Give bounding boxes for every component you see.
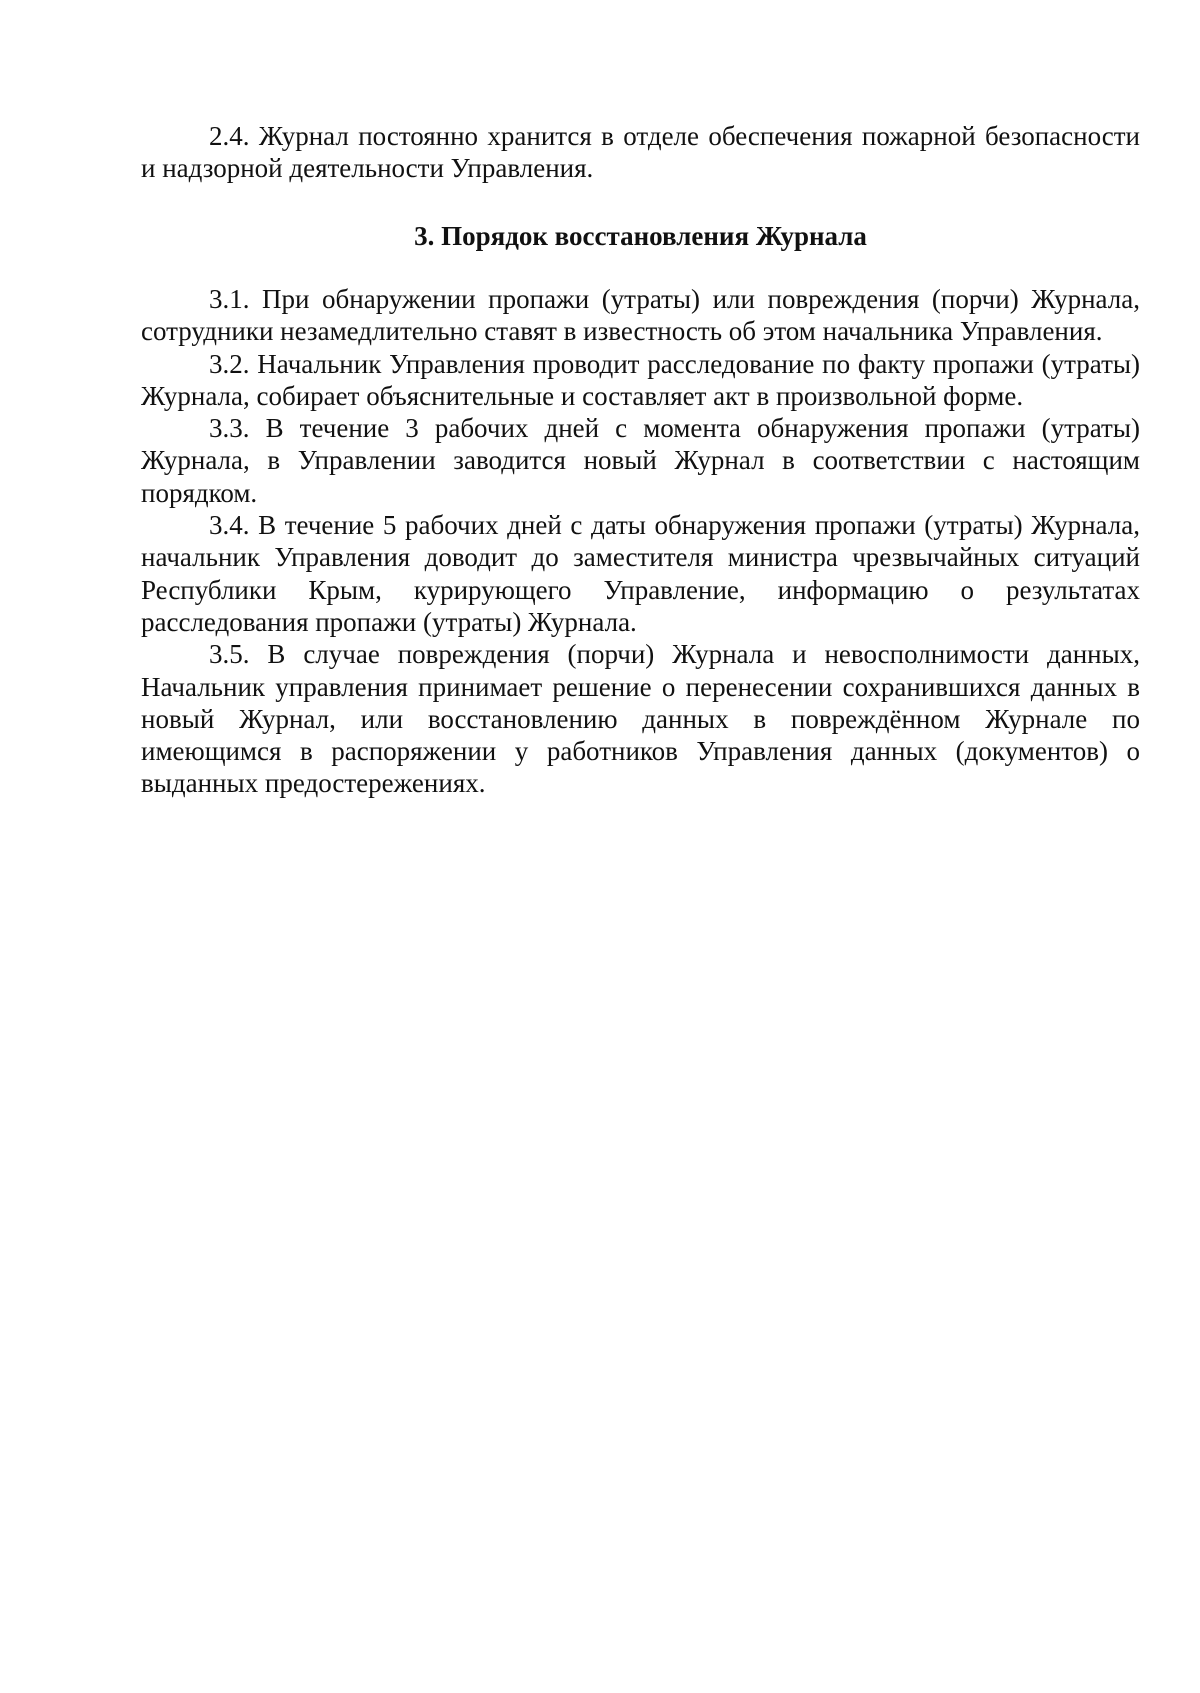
paragraph-3-2: 3.2. Начальник Управления проводит расследование по факту пропажи (утраты) Журнала, собирает объяснительные и составляет акт в произвольной форме. (141, 348, 1140, 411)
section-3-body (141, 283, 1140, 800)
paragraph-2-4: 2.4. Журнал постоянно хранится в отделе обеспечения пожарной безопасности и надзорной деятельности Управления. (141, 121, 1140, 184)
paragraph-3-1: 3.1. При обнаружении пропажи (утраты) или повреждения (порчи) Журнала, сотрудники незамедлительно ставят в известность об этом начальника Управления. (141, 284, 1140, 347)
paragraph-3-3: 3.3. В течение 3 рабочих дней с момента обнаружения пропажи (утраты) Журнала, в Управлении заводится новый Журнал в соответствии с настоящим порядком. (141, 413, 1140, 508)
section-3-heading: 3. Порядок восстановления Журнала (414, 221, 867, 251)
section-2-body (141, 120, 1140, 185)
paragraph-3-4: 3.4. В течение 5 рабочих дней с даты обнаружения пропажи (утраты) Журнала, начальник Управления доводит до заместителя министра чрезвычайных ситуаций Республики Крым, курирующего Управление, информацию о результатах расследования пропажи (утраты) Журнала. (141, 510, 1140, 637)
paragraph-3-5: 3.5. В случае повреждения (порчи) Журнала и невосполнимости данных, Начальник управления принимает решение о перенесении сохранившихся данных в новый Журнал, или восстановлению данных в повреждённом Журнале по имеющимся в распоряжении у работников Управления данных (документов) о выданных предостережениях. (141, 639, 1140, 799)
